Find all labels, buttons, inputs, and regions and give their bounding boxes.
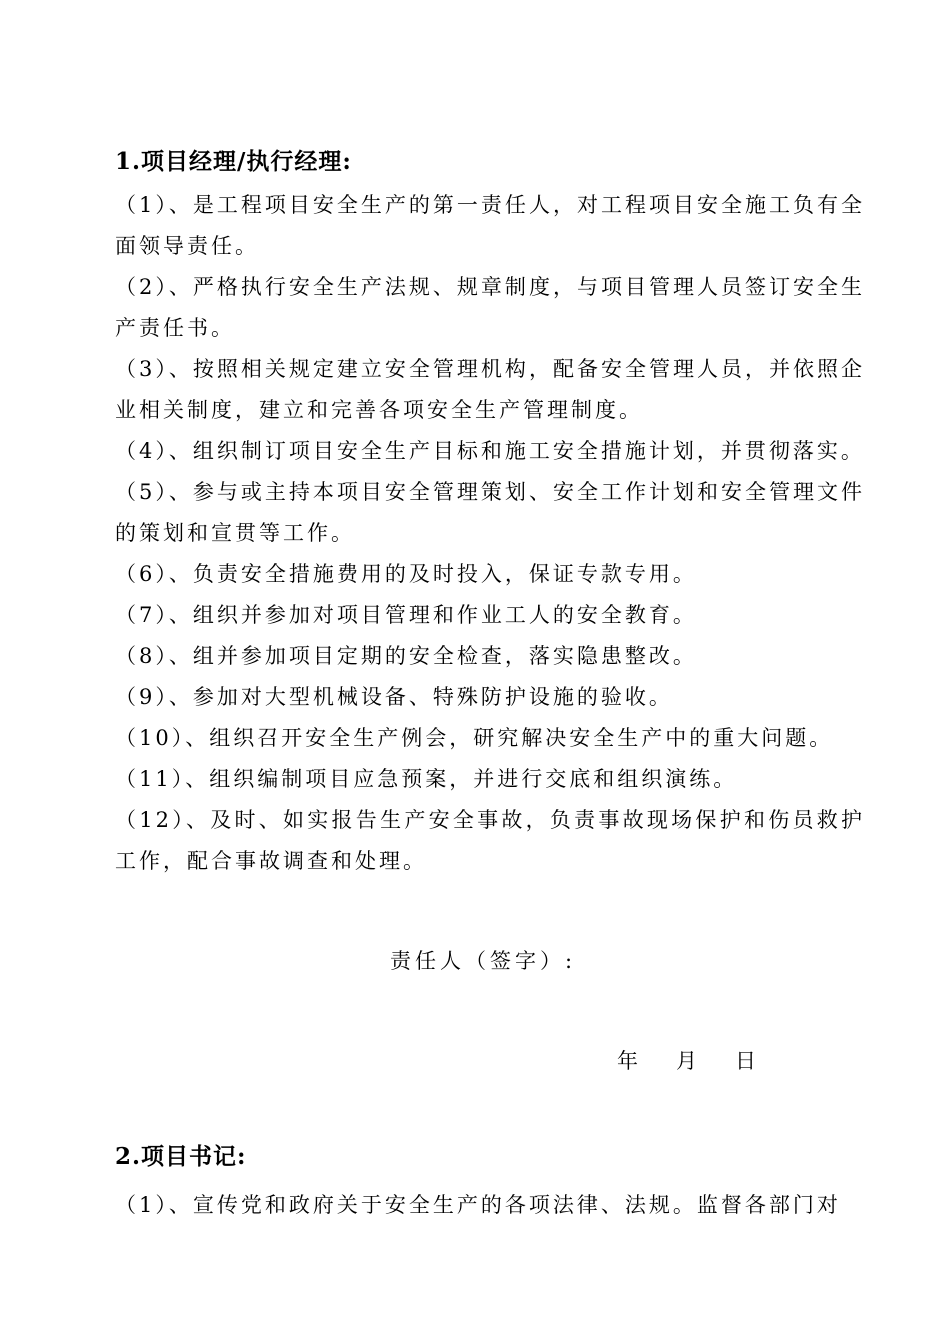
list-item: （3）、按照相关规定建立安全管理机构，配备安全管理人员，并依照企业相关制度，建立和完善各项安全生产管理制度。	[115, 357, 865, 422]
list-item: （9）、参加对大型机械设备、特殊防护设施的验收。	[115, 685, 673, 709]
section-2-body	[115, 1185, 865, 1226]
date-year-label: 年	[617, 1049, 638, 1073]
list-item: （7）、组织并参加对项目管理和作业工人的安全教育。	[115, 603, 697, 627]
section-1-heading: 1.项目经理/执行经理:	[115, 148, 352, 175]
list-item: （8）、组并参加项目定期的安全检查，落实隐患整改。	[115, 644, 697, 668]
list-item: （1）、是工程项目安全生产的第一责任人，对工程项目安全施工负有全面领导责任。	[115, 193, 865, 258]
date-day-label: 日	[735, 1049, 756, 1073]
list-item: （10）、组织召开安全生产例会，研究解决安全生产中的重大问题。	[115, 726, 834, 750]
list-item: （2）、严格执行安全生产法规、规章制度，与项目管理人员签订安全生产责任书。	[115, 275, 865, 340]
list-item: （11）、组织编制项目应急预案，并进行交底和组织演练。	[115, 767, 738, 791]
signature-date	[617, 1046, 756, 1076]
section-1-body	[115, 185, 865, 882]
list-item: （5）、参与或主持本项目安全管理策划、安全工作计划和安全管理文件的策划和宣贯等工作。	[115, 480, 865, 545]
signature-label: 责任人（签字）:	[390, 949, 577, 973]
list-item: （1）、宣传党和政府关于安全生产的各项法律、法规。监督各部门对	[115, 1193, 841, 1217]
list-item: （4）、组织制订项目安全生产目标和施工安全措施计划，并贯彻落实。	[115, 439, 865, 463]
list-item: （12）、及时、如实报告生产安全事故，负责事故现场保护和伤员救护工作，配合事故调查和处理。	[115, 808, 865, 873]
list-item: （6）、负责安全措施费用的及时投入，保证专款专用。	[115, 562, 697, 586]
date-month-label: 月	[676, 1049, 697, 1073]
section-2-heading: 2.项目书记:	[115, 1143, 247, 1170]
